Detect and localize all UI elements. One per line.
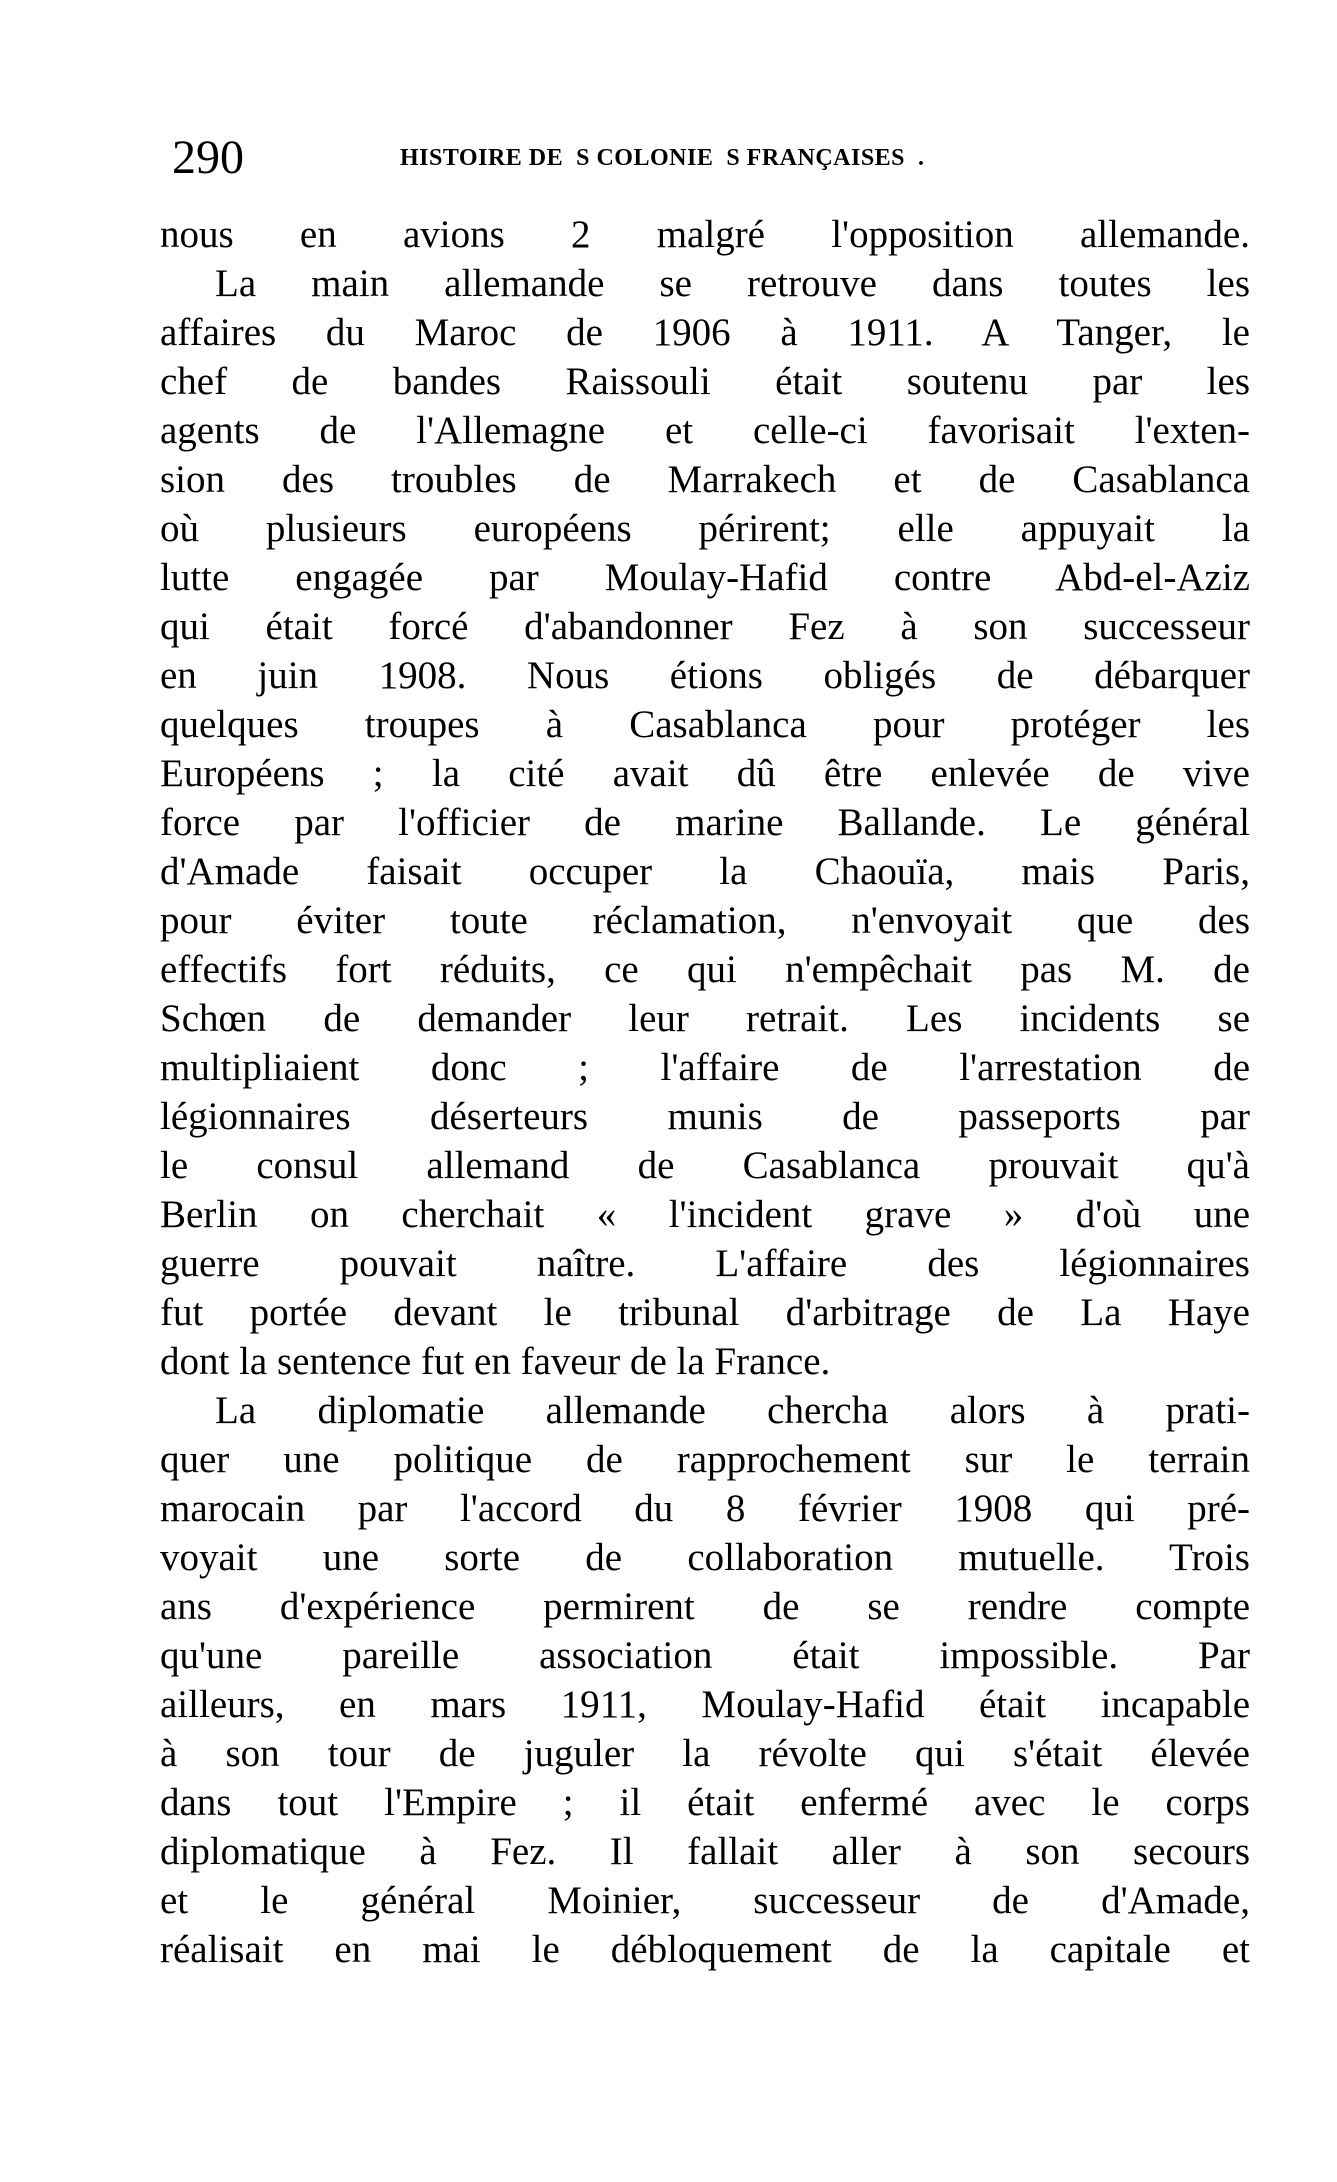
body-text: [160, 210, 1250, 1974]
text-line: quer une politique de rapprochement sur le terrain: [160, 1438, 1250, 1481]
text-line: voyait une sorte de collaboration mutuelle. Trois: [160, 1536, 1250, 1579]
text-line: agents de l'Allemagne et celle-ci favorisait l'exten-: [160, 409, 1250, 452]
text-line: réalisait en mai le débloquement de la capitale et: [160, 1928, 1250, 1971]
text-line: ailleurs, en mars 1911, Moulay-Hafid était incapable: [160, 1683, 1250, 1726]
text-line: à son tour de juguler la révolte qui s'était élevée: [160, 1732, 1250, 1775]
text-line: légionnaires déserteurs munis de passeports par: [160, 1095, 1250, 1138]
text-line: lutte engagée par Moulay-Hafid contre Abd-el-Aziz: [160, 556, 1250, 599]
running-title: HISTOIRE DE S COLONIE S FRANÇAISES .: [400, 145, 925, 171]
page-header: [172, 128, 1252, 188]
text-line: Berlin on cherchait « l'incident grave » d'où une: [160, 1193, 1250, 1236]
text-line: Schœn de demander leur retrait. Les incidents se: [160, 997, 1250, 1040]
text-line: d'Amade faisait occuper la Chaouïa, mais Paris,: [160, 850, 1250, 893]
text-line: chef de bandes Raissouli était soutenu par les: [160, 360, 1250, 403]
text-line: sion des troubles de Marrakech et de Casablanca: [160, 458, 1250, 501]
text-line: pour éviter toute réclamation, n'envoyait que des: [160, 899, 1250, 942]
text-line: La main allemande se retrouve dans toutes les: [215, 262, 1250, 305]
text-line: guerre pouvait naître. L'affaire des légionnaires: [160, 1242, 1250, 1285]
text-line: force par l'officier de marine Ballande. Le général: [160, 801, 1250, 844]
text-line: multipliaient donc ; l'affaire de l'arrestation de: [160, 1046, 1250, 1089]
text-line: ans d'expérience permirent de se rendre compte: [160, 1585, 1250, 1628]
text-line: nous en avions 2 malgré l'opposition allemande.: [160, 213, 1250, 256]
text-line: où plusieurs européens périrent; elle appuyait la: [160, 507, 1250, 550]
text-line: Européens ; la cité avait dû être enlevée de vive: [160, 752, 1250, 795]
text-line: qui était forcé d'abandonner Fez à son successeur: [160, 605, 1250, 648]
text-line: affaires du Maroc de 1906 à 1911. A Tanger, le: [160, 311, 1250, 354]
text-line: qu'une pareille association était impossible. Par: [160, 1634, 1250, 1677]
page-number: 290: [172, 131, 244, 184]
text-line: fut portée devant le tribunal d'arbitrage de La Haye: [160, 1291, 1250, 1334]
text-line: dans tout l'Empire ; il était enfermé avec le corps: [160, 1781, 1250, 1824]
text-line: le consul allemand de Casablanca prouvait qu'à: [160, 1144, 1250, 1187]
text-line: en juin 1908. Nous étions obligés de débarquer: [160, 654, 1250, 697]
text-line: effectifs fort réduits, ce qui n'empêchait pas M. de: [160, 948, 1250, 991]
text-line: dont la sentence fut en faveur de la France.: [160, 1340, 831, 1383]
text-line: La diplomatie allemande chercha alors à prati-: [215, 1389, 1250, 1432]
text-line: diplomatique à Fez. Il fallait aller à son secours: [160, 1830, 1250, 1873]
text-line: quelques troupes à Casablanca pour protéger les: [160, 703, 1250, 746]
text-line: et le général Moinier, successeur de d'Amade,: [160, 1879, 1250, 1922]
text-line: marocain par l'accord du 8 février 1908 qui pré-: [160, 1487, 1250, 1530]
